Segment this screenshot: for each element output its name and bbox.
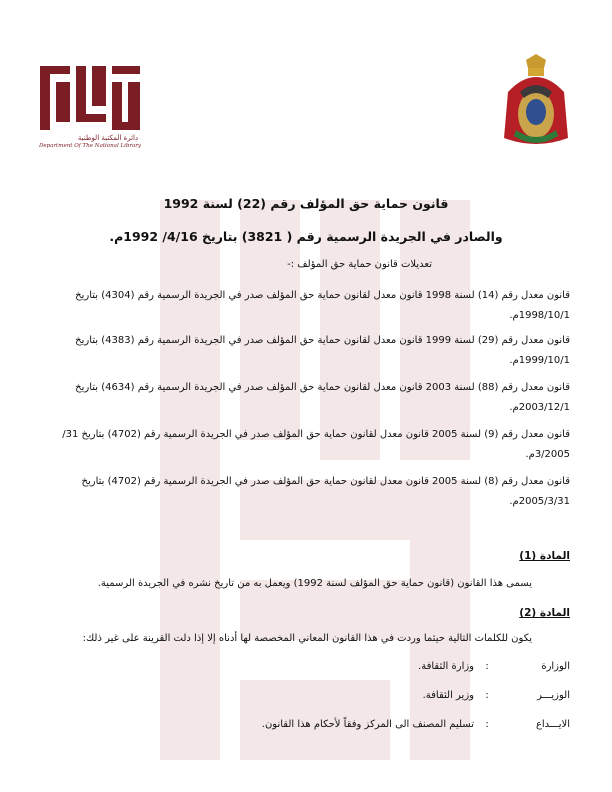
definition-separator: : bbox=[485, 690, 489, 701]
coat-of-arms-icon bbox=[498, 52, 574, 152]
definition-meaning: تسليم المصنف الى المركز وفقاً لأحكام هذا القانون. bbox=[261, 719, 474, 730]
article-1-heading: المادة (1) bbox=[519, 550, 570, 562]
definition-row bbox=[423, 690, 570, 701]
definition-term: الوزارة bbox=[541, 661, 570, 672]
amendments-intro: تعديلات قانون حماية حق المؤلف :- bbox=[287, 259, 432, 270]
definition-row bbox=[418, 661, 570, 672]
document-subtitle: والصادر في الجريدة الرسمية رقم ( 3821) بتاريخ 4/16/ 1992م. bbox=[109, 229, 503, 244]
library-emblem-icon bbox=[36, 62, 144, 134]
amendment-item: قانون معدل رقم (14) لسنة 1998 قانون معدل لقانون حماية حق المؤلف صدر في الجريدة الرسمية رقم (4304) بتاريخ 1998/10/1م. bbox=[75, 290, 570, 321]
library-caption-english: Department Of The National Library bbox=[38, 143, 142, 149]
article-2-heading: المادة (2) bbox=[519, 607, 570, 619]
national-library-logo bbox=[36, 62, 144, 152]
amendment-item: قانون معدل رقم (8) لسنة 2005 قانون معدل لقانون حماية حق المؤلف صدر في الجريدة الرسمية رقم (4702) بتاريخ 2005/3/31م. bbox=[81, 476, 570, 507]
definition-meaning: وزارة الثقافة. bbox=[418, 661, 474, 672]
definition-term: الايـــداع bbox=[535, 719, 570, 730]
definition-term: الوزيـــر bbox=[537, 690, 570, 701]
definition-separator: : bbox=[485, 719, 489, 730]
definition-separator: : bbox=[485, 661, 489, 672]
document-title: قانون حماية حق المؤلف رقم (22) لسنة 1992 bbox=[163, 196, 449, 211]
amendment-item: قانون معدل رقم (29) لسنة 1999 قانون معدل لقانون حماية حق المؤلف صدر في الجريدة الرسمية رقم (4383) بتاريخ 1999/10/1م. bbox=[75, 335, 570, 366]
article-1-text: يسمى هذا القانون (قانون حماية حق المؤلف لسنة 1992) ويعمل به من تاريخ نشره في الجريدة الرسمية. bbox=[97, 578, 532, 589]
amendment-item: قانون معدل رقم (9) لسنة 2005 قانون معدل لقانون حماية حق المؤلف صدر في الجريدة الرسمية رقم (4702) بتاريخ 31/ 3/2005م. bbox=[62, 429, 570, 460]
definition-meaning: وزير الثقافة. bbox=[422, 690, 474, 701]
article-2-text: يكون للكلمات التالية حيثما وردت في هذا القانون المعاني المخصصة لها أدناه إلا إذا دلت القرينة على غير ذلك: bbox=[82, 633, 532, 644]
definition-row bbox=[262, 719, 570, 730]
amendment-item: قانون معدل رقم (88) لسنة 2003 قانون معدل لقانون حماية حق المؤلف صدر في الجريدة الرسمية رقم (4634) بتاريخ 2003/12/1م. bbox=[75, 382, 570, 413]
library-caption-arabic: دائرة المكتبة الوطنية bbox=[77, 134, 139, 142]
